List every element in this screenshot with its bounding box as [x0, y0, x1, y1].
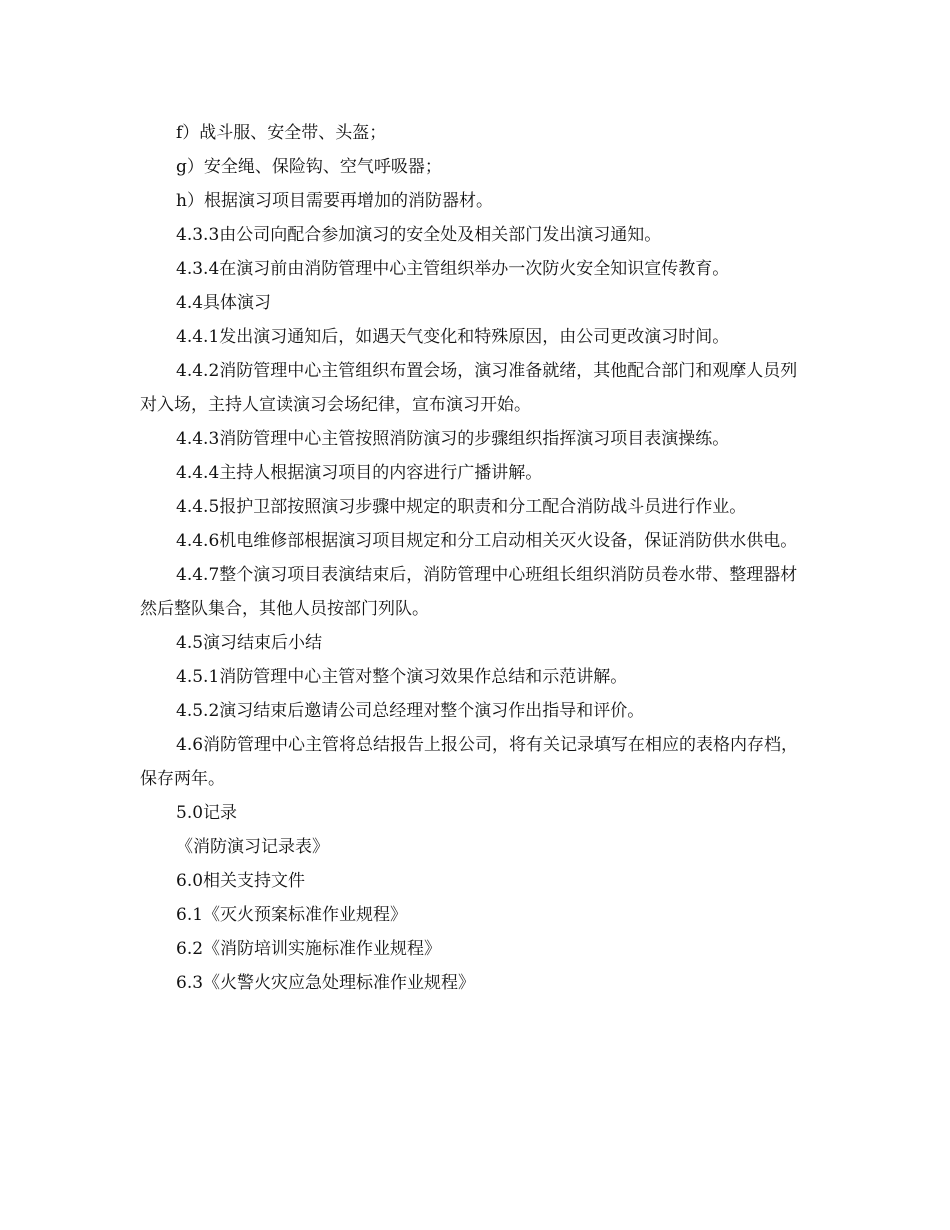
paragraph-4-4-6: 4.4.6机电维修部根据演习项目规定和分工启动相关灭火设备，保证消防供水供电。	[176, 531, 798, 551]
section-heading-4-5: 4.5演习结束后小结	[176, 633, 323, 653]
paragraph-4-4-1: 4.4.1发出演习通知后，如遇天气变化和特殊原因，由公司更改演习时间。	[176, 327, 730, 347]
paragraph-4-3-3: 4.3.3由公司向配合参加演习的安全处及相关部门发出演习通知。	[176, 225, 662, 245]
paragraph-4-6: 4.6消防管理中心主管将总结报告上报公司，将有关记录填写在相应的表格内存档，保存两年。	[140, 735, 799, 789]
section-heading-5-0: 5.0记录	[176, 803, 238, 823]
document-body	[140, 116, 812, 1000]
paragraph-4-4-2: 4.4.2消防管理中心主管组织布置会场，演习准备就绪，其他配合部门和观摩人员列对入场，主持人宣读演习会场纪律，宣布演习开始。	[140, 361, 798, 415]
related-document-6-2: 6.2《消防培训实施标准作业规程》	[176, 939, 442, 959]
paragraph-4-4-5: 4.4.5报护卫部按照演习步骤中规定的职责和分工配合消防战斗员进行作业。	[176, 497, 747, 517]
paragraph-4-4-4: 4.4.4主持人根据演习项目的内容进行广播讲解。	[176, 463, 543, 483]
paragraph-4-4-7: 4.4.7整个演习项目表演结束后，消防管理中心班组长组织消防员卷水带、整理器材然后整队集合，其他人员按部门列队。	[140, 565, 798, 619]
section-heading-6-0: 6.0相关支持文件	[176, 871, 306, 891]
paragraph-4-5-1: 4.5.1消防管理中心主管对整个演习效果作总结和示范讲解。	[176, 667, 628, 687]
section-heading-4-4: 4.4具体演习	[176, 293, 272, 313]
paragraph-4-3-4: 4.3.4在演习前由消防管理中心主管组织举办一次防火安全知识宣传教育。	[176, 259, 730, 279]
paragraph-4-5-2: 4.5.2演习结束后邀请公司总经理对整个演习作出指导和评价。	[176, 701, 645, 721]
related-document-6-3: 6.3《火警火灾应急处理标准作业规程》	[176, 973, 476, 993]
record-form-name: 《消防演习记录表》	[176, 837, 329, 857]
list-item-f: f）战斗服、安全带、头盔；	[176, 123, 387, 143]
related-document-6-1: 6.1《灭火预案标准作业规程》	[176, 905, 408, 925]
list-item-g: g）安全绳、保险钩、空气呼吸器；	[176, 157, 442, 177]
list-item-h: h）根据演习项目需要再增加的消防器材。	[176, 191, 493, 211]
paragraph-4-4-3: 4.4.3消防管理中心主管按照消防演习的步骤组织指挥演习项目表演操练。	[176, 429, 730, 449]
